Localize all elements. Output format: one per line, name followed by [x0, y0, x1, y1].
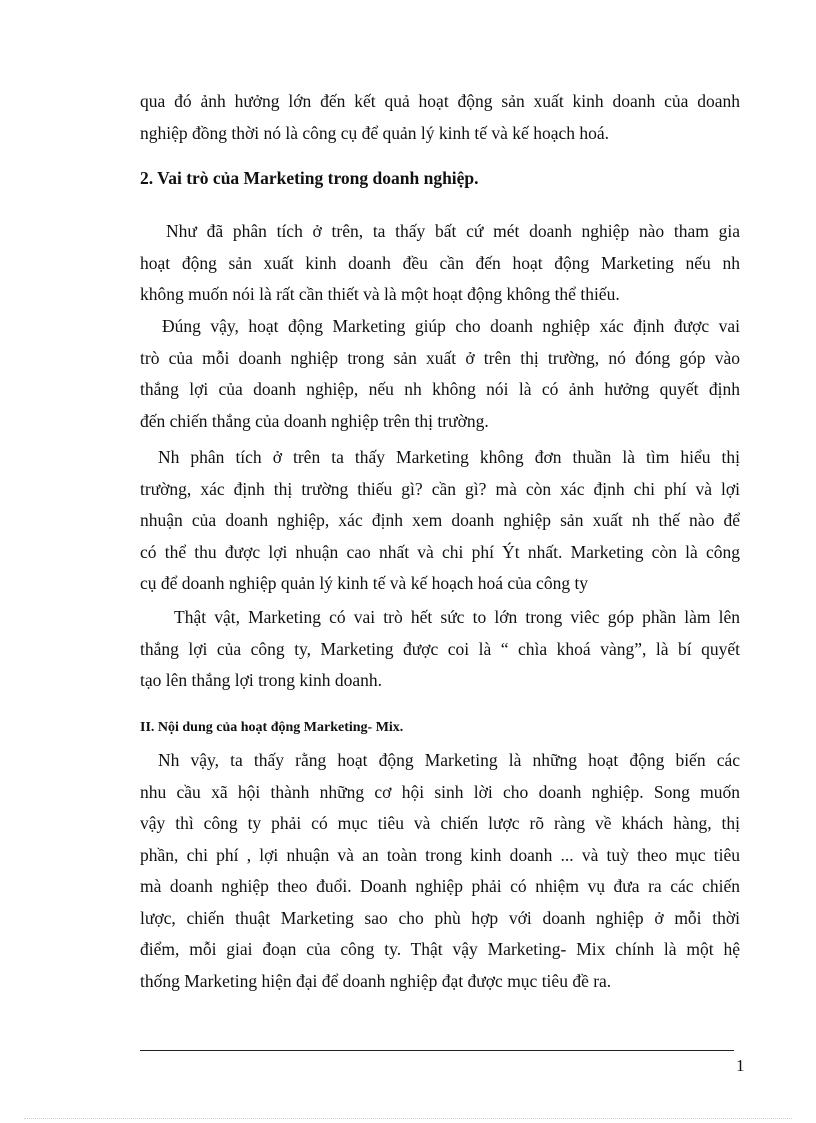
page-edge-divider — [24, 1118, 792, 1119]
paragraph-line: cụ để doanh nghiệp quản lý kinh tế và kế hoạch hoá của công ty — [140, 573, 589, 593]
paragraph-line: có thể thu được lợi nhuận cao nhất và chi phí Ýt nhất. Marketing còn là công — [140, 541, 740, 562]
paragraph-line: nhuận của doanh nghiệp, xác định xem doanh nghiệp sản xuất nh thế nào để — [140, 510, 740, 530]
paragraph-line: Đúng vậy, hoạt động Marketing giúp cho doanh nghiệp xác định được vai — [162, 316, 740, 336]
paragraph-line: không muốn nói là rất cần thiết và là một hoạt động không thể thiếu. — [140, 284, 620, 304]
paragraph-line: nghiệp đồng thời nó là công cụ để quản lý kinh tế và kế hoạch hoá. — [140, 122, 609, 143]
section2-paragraph-3 — [140, 442, 740, 600]
paragraph-line: mà doanh nghiệp theo đuổi. Doanh nghiệp phải có nhiệm vụ đưa ra các chiến — [140, 876, 740, 896]
paragraph-line: Nh vậy, ta thấy rằng hoạt động Marketing là những hoạt động biến các — [158, 750, 740, 770]
section2-paragraph-4 — [140, 602, 740, 697]
paragraph-line: đến chiến thắng của doanh nghiệp trên thị trường. — [140, 410, 489, 431]
paragraph-line: nhu cầu xã hội thành những cơ hội sinh lời cho doanh nghiệp. Song muốn — [140, 781, 740, 802]
footer-divider — [140, 1050, 734, 1051]
section2-paragraph-2 — [140, 311, 740, 437]
section-heading: 2. Vai trò của Marketing trong doanh nghiệp. — [140, 168, 479, 188]
section-heading: II. Nội dung của hoạt động Marketing- Mix. — [140, 720, 404, 735]
paragraph-line: tạo lên thắng lợi trong kinh doanh. — [140, 670, 383, 690]
paragraph-line: phần, chi phí , lợi nhuận và an toàn trong kinh doanh ... và tuỳ theo mục tiêu — [140, 844, 740, 865]
paragraph-line: thống Marketing hiện đại để doanh nghiệp đạt được mục tiêu đề ra. — [140, 970, 612, 991]
page-number: 1 — [736, 1056, 745, 1075]
sectionII-paragraph-1 — [140, 745, 740, 997]
paragraph-line: Thật vật, Marketing có vai trò hết sức to lớn trong viêc góp phần làm lên — [174, 607, 740, 627]
paragraph-line: điểm, mỗi giai đoạn của công ty. Thật vậy Marketing- Mix chính là một hệ — [140, 939, 740, 959]
paragraph-line: hoạt động sản xuất kinh doanh đều cần đến hoạt động Marketing nếu nh — [140, 252, 740, 273]
paragraph-line: trường, xác định thị trường thiếu gì? cần gì? mà còn xác định chi phí và lợi — [140, 478, 740, 499]
intro-paragraph — [140, 86, 740, 149]
paragraph-line: vậy thì công ty phải có mục tiêu và chiến lược rõ ràng về khách hàng, thị — [140, 813, 740, 833]
section2-paragraph-1 — [140, 216, 740, 311]
paragraph-line: trò của mỗi doanh nghiệp trong sản xuất ở trên thị trường, nó đóng góp vào — [140, 347, 740, 368]
paragraph-line: thắng lợi của công ty, Marketing được coi là “ chìa khoá vàng”, là bí quyết — [140, 638, 740, 659]
paragraph-line: Nh phân tích ở trên ta thấy Marketing không đơn thuần là tìm hiểu thị — [158, 447, 740, 467]
paragraph-line: thắng lợi của doanh nghiệp, nếu nh không nói là có ảnh hưởng quyết định — [140, 379, 740, 399]
paragraph-line: Như đã phân tích ở trên, ta thấy bất cứ mét doanh nghiệp nào tham gia — [166, 221, 740, 241]
paragraph-line: lược, chiến thuật Marketing sao cho phù hợp với doanh nghiệp ở mỗi thời — [140, 907, 740, 928]
paragraph-line: qua đó ảnh hưởng lớn đến kết quả hoạt động sản xuất kinh doanh của doanh — [140, 91, 740, 111]
